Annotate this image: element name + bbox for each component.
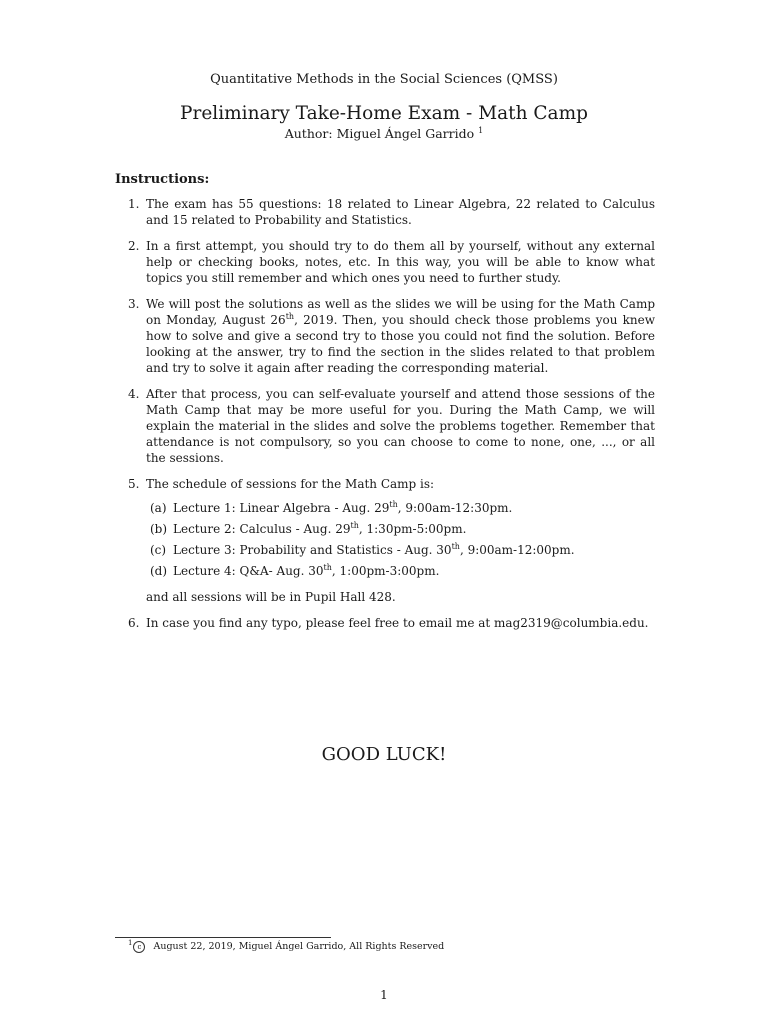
session-text: Lecture 4: Q&A- Aug. 30 xyxy=(173,564,324,578)
page-title: Preliminary Take-Home Exam - Math Camp xyxy=(180,103,588,124)
author-name: Miguel Ángel Garrido xyxy=(336,126,475,142)
author-footnote-mark: 1 xyxy=(478,126,484,135)
instruction-text: The exam has 55 questions: 18 related to Linear Algebra, 22 related to Calculus and 15 related to Probability and Statistics. xyxy=(146,197,655,227)
instruction-text: The schedule of sessions for the Math Camp is: xyxy=(146,477,435,491)
session-item xyxy=(146,563,655,579)
instruction-item xyxy=(115,196,655,228)
session-item xyxy=(146,521,655,537)
session-list xyxy=(146,500,655,579)
session-letter: (b) xyxy=(150,522,168,536)
instruction-text: In case you find any typo, please feel free to email me at mag2319@columbia.edu. xyxy=(146,616,649,630)
session-item xyxy=(146,500,655,516)
instruction-number: 2. xyxy=(128,239,140,253)
footnote-text: August 22, 2019, Miguel Ángel Garrido, All Rights Reserved xyxy=(153,941,445,953)
ordinal-suffix: th xyxy=(389,500,398,509)
instruction-text-part: , 2019. Then, you should check those problems you knew how to solve and give a second try to those you could not find the solution. Before looking at the answer, try to find the section in the slides related to that problem and try to solve it again after reading the corresponding material. xyxy=(146,313,655,375)
page-number: 1 xyxy=(380,988,388,1002)
session-text: Lecture 3: Probability and Statistics - Aug. 30 xyxy=(173,543,452,557)
ordinal-suffix: th xyxy=(285,312,295,321)
instruction-number: 1. xyxy=(128,197,140,211)
session-letter: (c) xyxy=(150,543,167,557)
session-time: , 9:00am-12:00pm. xyxy=(459,543,575,557)
footnote-mark: 1 xyxy=(128,939,133,947)
ordinal-suffix: th xyxy=(350,521,359,530)
instruction-item xyxy=(115,386,655,466)
copyright-icon: c xyxy=(133,941,145,953)
instruction-text: After that process, you can self-evaluate yourself and attend those sessions of the Math Camp that may be more useful for you. During the Math Camp, we will explain the material in the slides and solve the problems together. Remember that attendance is not compulsory, so you can choose to come to none, one, ..., or all the sessions. xyxy=(146,387,655,465)
instruction-item xyxy=(115,296,655,376)
course-name: Quantitative Methods in the Social Sciences (QMSS) xyxy=(210,72,558,87)
footnote-divider xyxy=(115,937,331,938)
session-text: Lecture 1: Linear Algebra - Aug. 29 xyxy=(173,501,390,515)
session-time: , 1:00pm-3:00pm. xyxy=(331,564,440,578)
instruction-text: In a first attempt, you should try to do them all by yourself, without any external help or checking books, notes, etc. In this way, you will be able to know what topics you still remember and which ones you need to further study. xyxy=(146,239,655,285)
session-letter: (a) xyxy=(150,501,167,515)
instructions-list xyxy=(115,196,655,641)
instruction-number: 4. xyxy=(128,387,140,401)
session-time: , 1:30pm-5:00pm. xyxy=(358,522,467,536)
session-time: , 9:00am-12:30pm. xyxy=(397,501,513,515)
session-text: Lecture 2: Calculus - Aug. 29 xyxy=(173,522,351,536)
author-prefix: Author: xyxy=(284,126,337,142)
instruction-number: 6. xyxy=(128,616,140,630)
session-location-note: and all sessions will be in Pupil Hall 428. xyxy=(146,590,396,604)
good-luck-message: GOOD LUCK! xyxy=(321,744,447,765)
instruction-item xyxy=(115,476,655,605)
instruction-text-part: We will post the solutions as well as the slides we will be using for the Math Camp on Monday, August 26 xyxy=(146,297,655,327)
ordinal-suffix: th xyxy=(451,542,460,551)
author-line xyxy=(0,126,768,141)
instruction-number: 5. xyxy=(128,477,140,491)
instruction-item xyxy=(115,615,655,631)
instructions-heading: Instructions: xyxy=(115,172,210,187)
instruction-number: 3. xyxy=(128,297,140,311)
session-item xyxy=(146,542,655,558)
instruction-item xyxy=(115,238,655,286)
ordinal-suffix: th xyxy=(323,563,332,572)
footnote xyxy=(128,939,444,953)
session-letter: (d) xyxy=(150,564,168,578)
